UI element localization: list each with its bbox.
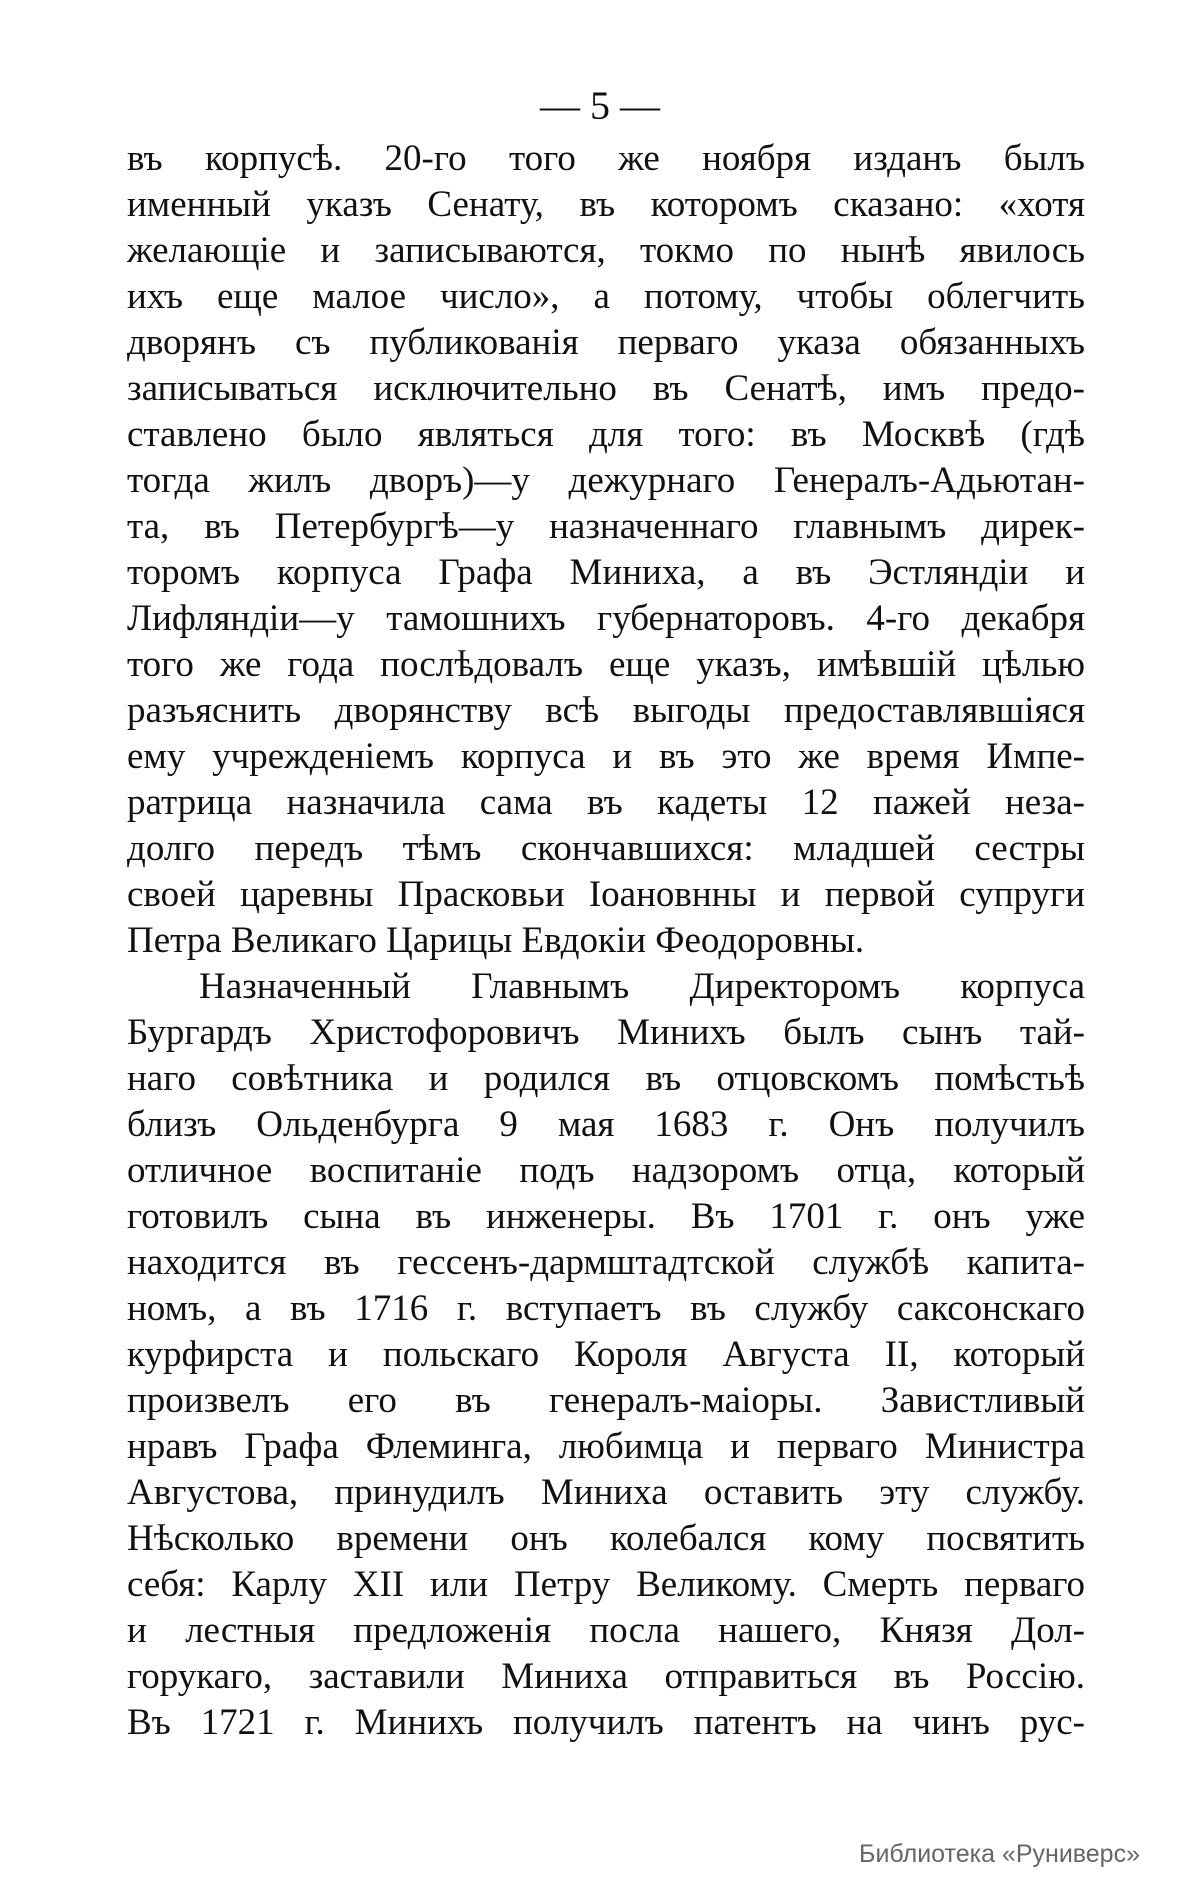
text-line: горукаго, заставили Миниха отправиться въ Россію. (127, 1656, 1085, 1697)
text-line: Въ 1721 г. Минихъ получилъ патентъ на чинъ рус- (127, 1702, 1085, 1743)
text-line: отличное воспитаніе подъ надзоромъ отца, который (127, 1150, 1085, 1191)
text-line: готовилъ сына въ инженеры. Въ 1701 г. онъ уже (127, 1196, 1085, 1237)
text-line: ему учрежденіемъ корпуса и въ это же время Импе- (127, 736, 1085, 777)
text-line: Лифляндіи—у тамошнихъ губернаторовъ. 4-го декабря (127, 598, 1085, 639)
text-line: наго совѣтника и родился въ отцовскомъ помѣстьѣ (127, 1058, 1085, 1099)
text-line: Бургардъ Христофоровичъ Минихъ былъ сынъ тай- (127, 1012, 1085, 1053)
text-line: долго передъ тѣмъ скончавшихся: младшей сестры (127, 828, 1085, 869)
page-number: — 5 — (540, 83, 660, 128)
text-line: Назначенный Главнымъ Директоромъ корпуса (199, 966, 1085, 1007)
text-line: именный указъ Сенату, въ которомъ сказано: «хотя (127, 184, 1085, 225)
text-line: въ корпусѣ. 20-го того же ноября изданъ былъ (127, 138, 1085, 179)
page-body (127, 136, 1085, 1746)
text-line: находится въ гессенъ-дармштадтской службѣ капита- (127, 1242, 1085, 1283)
text-line: желающіе и записываются, токмо по нынѣ явилось (127, 230, 1085, 271)
text-line: Петра Великаго Царицы Евдокіи Феодоровны. (127, 920, 865, 961)
text-line: того же года послѣдовалъ еще указъ, имѣвшій цѣлью (127, 644, 1085, 685)
text-line: нравъ Графа Флеминга, любимца и перваго Министра (127, 1426, 1085, 1467)
text-line: близъ Ольденбурга 9 мая 1683 г. Онъ получилъ (127, 1104, 1085, 1145)
text-line: курфирста и польскаго Короля Августа II, который (127, 1334, 1085, 1375)
text-line: ставлено было являться для того: въ Москвѣ (гдѣ (127, 414, 1085, 455)
text-line: ратрица назначила сама въ кадеты 12 пажей неза- (127, 782, 1085, 823)
text-line: своей царевны Прасковьи Іоановнны и первой супруги (127, 874, 1085, 915)
text-line: тогда жилъ дворъ)—у дежурнаго Генералъ-Адьютан- (127, 460, 1085, 501)
text-line: дворянъ съ публикованія перваго указа обязанныхъ (127, 322, 1085, 363)
text-line: торомъ корпуса Графа Миниха, а въ Эстляндіи и (127, 552, 1085, 593)
text-line: себя: Карлу XII или Петру Великому. Смерть перваго (127, 1564, 1085, 1605)
text-line: произвелъ его въ генералъ-маіоры. Завистливый (127, 1380, 1085, 1421)
text-line: и лестныя предложенія посла нашего, Князя Дол- (127, 1610, 1085, 1651)
text-line: разъяснить дворянству всѣ выгоды предоставлявшіяся (127, 690, 1085, 731)
text-line: Нѣсколько времени онъ колебался кому посвятить (127, 1518, 1085, 1559)
text-line: та, въ Петербургѣ—у назначеннаго главнымъ дирек- (127, 506, 1085, 547)
text-line: Августова, принудилъ Миниха оставить эту службу. (127, 1472, 1085, 1513)
text-line: номъ, а въ 1716 г. вступаетъ въ службу саксонскаго (127, 1288, 1085, 1329)
text-line: записываться исключительно въ Сенатѣ, имъ предо- (127, 368, 1085, 409)
library-watermark: Библиотека «Руниверс» (859, 1840, 1140, 1868)
text-line: ихъ еще малое число», а потому, чтобы облегчить (127, 276, 1085, 317)
